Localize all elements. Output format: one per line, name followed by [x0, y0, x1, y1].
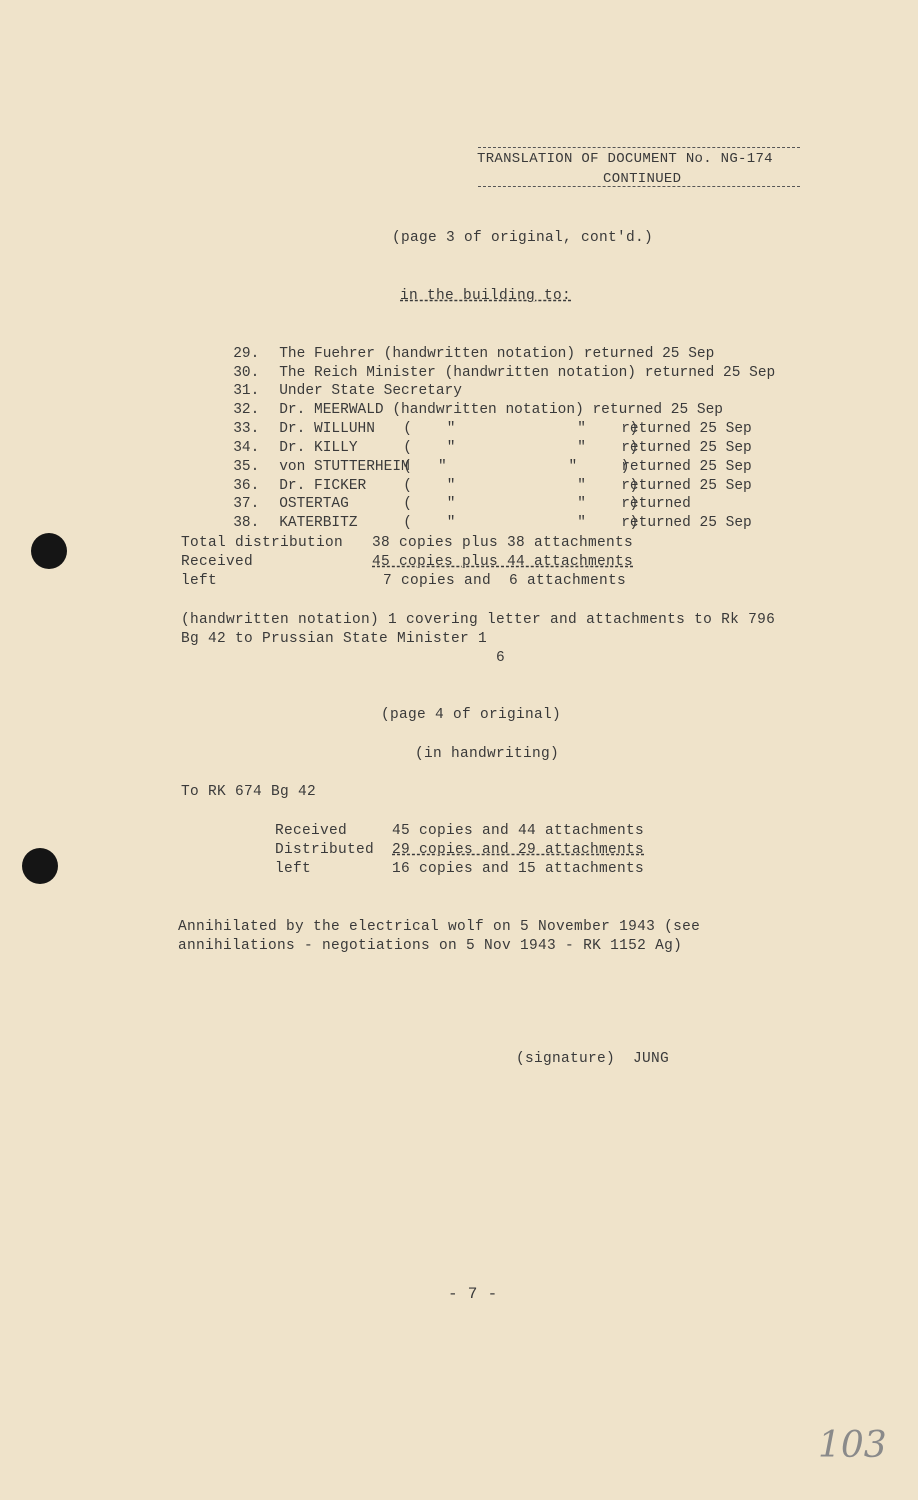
left-label: left: [181, 573, 218, 589]
p4-distributed-value: 29 copies and 29 attachments: [392, 842, 645, 858]
list-item: 33. Dr. WILLUHN ( " " )returned 25 Sep: [233, 421, 752, 437]
received-value: 45 copies plus 44 attachments: [372, 554, 634, 570]
page4-note: (page 4 of original): [381, 707, 562, 723]
p4-received-label: Received: [275, 823, 348, 839]
list-item: 34. Dr. KILLY ( " " )returned 25 Sep: [233, 440, 752, 456]
punch-hole: [22, 848, 58, 884]
folio-number: 103: [818, 1425, 887, 1466]
to-line: To RK 674 Bg 42: [181, 784, 317, 800]
in-handwriting-note: (in handwriting): [415, 746, 560, 762]
list-item: 30. The Reich Minister (handwritten notation) returned 25 Sep: [233, 365, 776, 381]
annihilated-line-1: Annihilated by the electrical wolf on 5 November 1943 (see: [178, 919, 701, 935]
total-label: Total distribution: [181, 535, 344, 551]
handwritten-note-line-1: (handwritten notation) 1 covering letter and attachments to Rk 796: [181, 612, 776, 628]
page-number: - 7 -: [448, 1285, 498, 1303]
p4-distributed-label: Distributed: [275, 842, 375, 858]
list-item: 36. Dr. FICKER ( " " )returned 25 Sep: [233, 478, 752, 494]
p4-left-label: left: [275, 861, 312, 877]
p4-left-value: 16 copies and 15 attachments: [392, 861, 645, 877]
handwritten-note-line-3: 6: [496, 650, 506, 666]
document-subtitle: CONTINUED: [603, 171, 682, 187]
p4-received-value: 45 copies and 44 attachments: [392, 823, 645, 839]
document-title: TRANSLATION OF DOCUMENT No. NG-174: [477, 151, 773, 167]
list-item: 32. Dr. MEERWALD (handwritten notation) returned 25 Sep: [233, 402, 724, 418]
list-item: 29. The Fuehrer (handwritten notation) returned 25 Sep: [233, 346, 715, 362]
page3-note: (page 3 of original, cont'd.): [392, 230, 654, 246]
signature: (signature) JUNG: [516, 1051, 670, 1067]
handwritten-note-line-2: Bg 42 to Prussian State Minister 1: [181, 631, 488, 647]
list-item: 31. Under State Secretary: [233, 383, 462, 399]
annihilated-line-2: annihilations - negotiations on 5 Nov 1943 - RK 1152 Ag): [178, 938, 683, 954]
punch-hole: [31, 533, 67, 569]
header-rule-bottom: [478, 186, 800, 187]
list-item: 38. KATERBITZ ( " " )returned 25 Sep: [233, 515, 752, 531]
header-rule-top: [478, 147, 800, 148]
list-item: 37. OSTERTAG ( " " )returned: [233, 496, 691, 512]
section-heading: in the building to:: [400, 288, 572, 304]
total-value: 38 copies plus 38 attachments: [372, 535, 634, 551]
left-value: 7 copies and 6 attachments: [383, 573, 627, 589]
list-item: 35. von STUTTERHEIM( " " )returned 25 Sep: [233, 459, 752, 475]
received-label: Received: [181, 554, 254, 570]
